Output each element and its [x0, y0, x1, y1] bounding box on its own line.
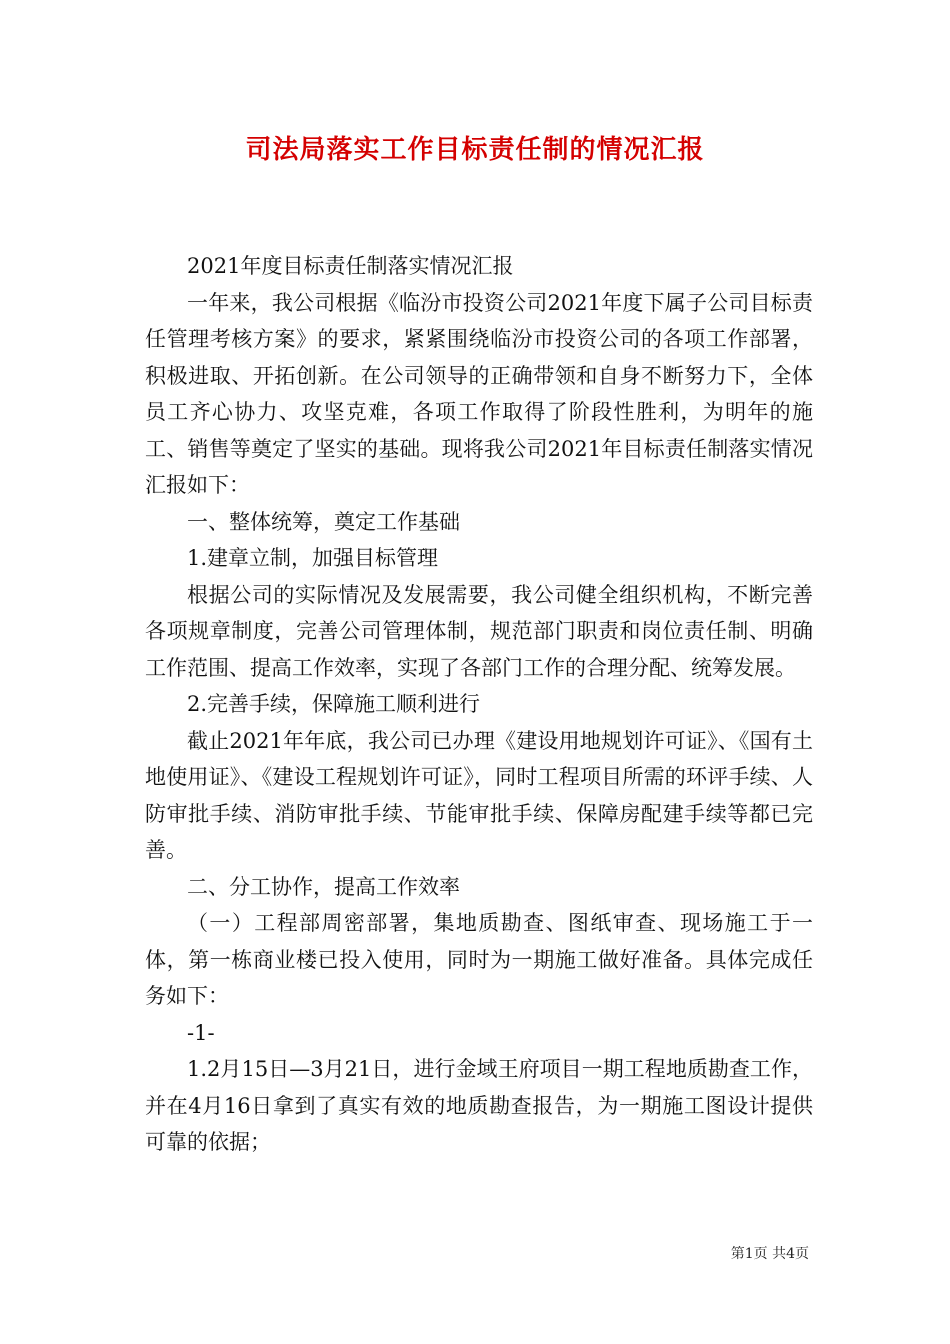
page-footer: 第1页 共4页: [730, 1246, 809, 1262]
document-title: 司法局落实工作目标责任制的情况汇报: [245, 135, 705, 165]
inline-page-marker: -1-: [187, 1020, 215, 1045]
paragraph-permits: 截止2021年年底，我公司已办理《建设用地规划许可证》、《国有土地使用证》、《建设工程规划许可证》，同时工程项目所需的环评手续、人防审批手续、消防审批手续、节能审批手续、保障房配建手续等都已完善。: [145, 728, 813, 862]
section-heading-1: 一、整体统筹，奠定工作基础: [187, 509, 460, 534]
section-heading-2: 二、分工协作，提高工作效率: [187, 874, 460, 899]
document-body: [145, 248, 813, 1161]
paragraph-survey: 1.2月15日—3月21日，进行金域王府项目一期工程地质勘查工作，并在4月16日拿到了真实有效的地质勘查报告，为一期施工图设计提供可靠的依据；: [145, 1057, 813, 1154]
paragraph-subtitle: 2021年度目标责任制落实情况汇报: [187, 254, 514, 278]
paragraph-organization: 根据公司的实际情况及发展需要，我公司健全组织机构，不断完善各项规章制度，完善公司管理体制，规范部门职责和岗位责任制、明确工作范围、提高工作效率，实现了各部门工作的合理分配、统筹发展。: [145, 582, 813, 680]
subsection-heading-2: 2.完善手续，保障施工顺利进行: [187, 692, 481, 716]
paragraph-engineering: （一）工程部周密部署，集地质勘查、图纸审查、现场施工于一体，第一栋商业楼已投入使用，同时为一期施工做好准备。具体完成任务如下：: [145, 911, 813, 1008]
subsection-heading-1: 1.建章立制，加强目标管理: [187, 546, 439, 570]
paragraph-intro: 一年来，我公司根据《临汾市投资公司2021年度下属子公司目标责任管理考核方案》的要求，紧紧围绕临汾市投资公司的各项工作部署，积极进取、开拓创新。在公司领导的正确带领和自身不断努力下，全体员工齐心协力、攻坚克难，各项工作取得了阶段性胜利，为明年的施工、销售等奠定了坚实的基础。现将我公司2021年目标责任制落实情况汇报如下：: [145, 290, 813, 497]
